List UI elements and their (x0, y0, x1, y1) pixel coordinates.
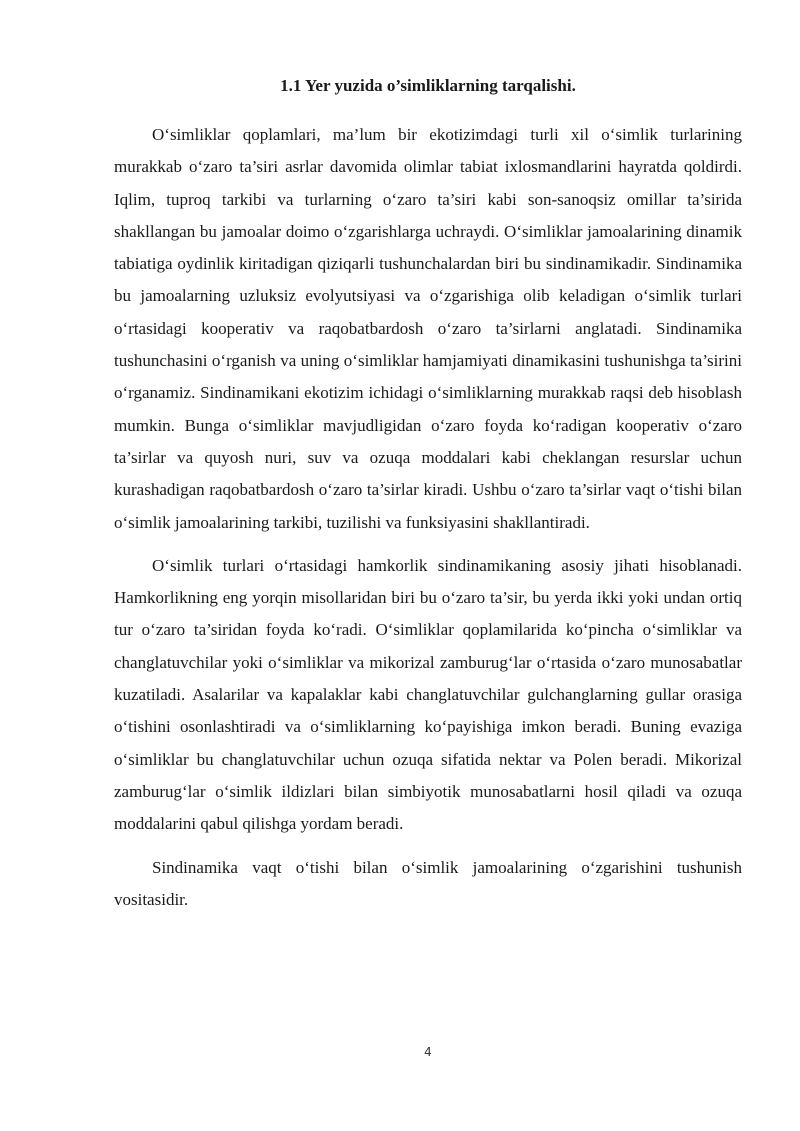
paragraph: O‘simlik turlari o‘rtasidagi hamkorlik sindinamikaning asosiy jihati hisoblanadi. Hamkorlikning eng yorqin misollaridan biri bu o‘zaro ta’sir, bu yerda ikki yoki undan ortiq tur o‘zaro ta’siridan foyda ko‘radi. O‘simliklar qoplamilarida ko‘pincha o‘simliklar va changlatuvchilar yoki o‘simliklar va mikorizal zamburug‘lar o‘rtasida o‘zaro munosabatlar kuzatiladi. Asalarilar va kapalaklar kabi changlatuvchilar gulchanglarning gullar orasiga o‘tishini osonlashtiradi va o‘simliklarning ko‘payishiga imkon beradi. Buning evaziga o‘simliklar bu changlatuvchilar uchun ozuqa sifatida nektar va Polen beradi. Mikorizal zamburug‘lar o‘simlik ildizlari bilan simbiyotik munosabatlarni hosil qiladi va ozuqa moddalarini qabul qilishga yordam beradi. (114, 555, 742, 834)
paragraph: O‘simliklar qoplamlari, ma’lum bir ekotizimdagi turli xil o‘simlik turlarining murakkab o‘zaro ta’siri asrlar davomida olimlar tabiat ixlosmandlarini hayratda qoldirdi. Iqlim, tuproq tarkibi va turlarning o‘zaro ta’siri kabi son-sanoqsiz omillar ta’sirida shakllangan bu jamoalar doimo o‘zgarishlarga uchraydi. O‘simliklar jamoalarining dinamik tabiatiga oydinlik kiritadigan qiziqarli tushunchalardan biri bu sindinamikadir. Sindinamika bu jamoalarning uzluksiz evolyutsiyasi va o‘zgarishiga olib keladigan o‘simlik turlari o‘rtasidagi kooperativ va raqobatbardosh o‘zaro ta’sirlarni anglatadi. Sindinamika tushunchasini o‘rganish va uning o‘simliklar hamjamiyati dinamikasini tushunishga ta’sirini o‘rganamiz. Sindinamikani ekotizim ichidagi o‘simliklarning murakkab raqsi deb hisoblash mumkin. Bunga o‘simliklar mavjudligidan o‘zaro foyda ko‘radigan kooperativ o‘zaro ta’sirlar va quyosh nuri, suv va ozuqa moddalari kabi cheklangan resurslar uchun kurashadigan raqobatbardosh o‘zaro ta’sirlar kiradi. Ushbu o‘zaro ta’sirlar vaqt o‘tishi bilan o‘simlik jamoalarining tarkibi, tuzilishi va funksiyasini shakllantiradi. (114, 125, 742, 532)
page-number: 4 (424, 1045, 432, 1059)
paragraph: Sindinamika vaqt o‘tishi bilan o‘simlik jamoalarining o‘zgarishini tushunish vositasidir. (114, 857, 742, 909)
section-heading: 1.1 Yer yuzida o’simliklarning tarqalishi. (280, 76, 576, 95)
body-text (114, 119, 742, 928)
